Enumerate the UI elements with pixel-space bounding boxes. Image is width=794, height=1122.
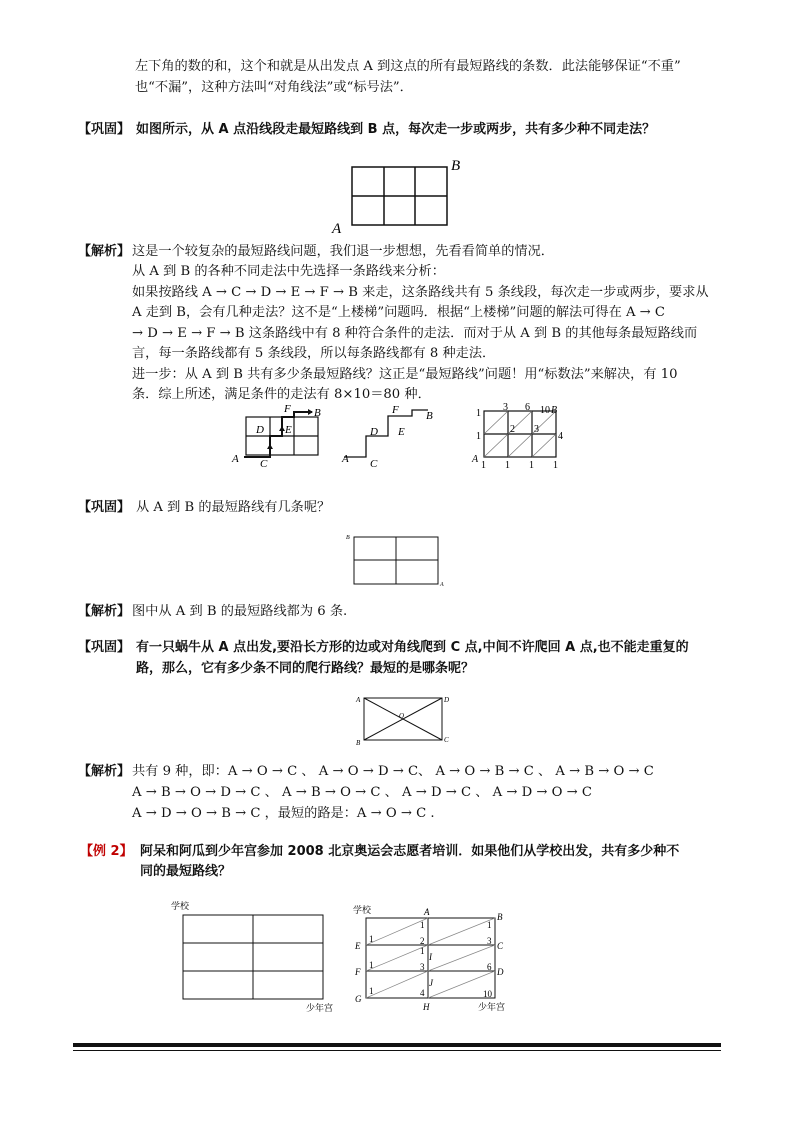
ex2-point-g: G xyxy=(355,994,362,1004)
intro-line-1: 左下角的数的和，这个和就是从出发点 A 到这点的所有最短路线的条数．此法能够保证“不重” xyxy=(135,59,681,74)
a1-fig1-e: E xyxy=(285,424,292,436)
ex2-num-r2c: 1 xyxy=(369,960,374,970)
a1-path-figure xyxy=(232,402,332,472)
ex2-left-grid-figure xyxy=(168,898,338,1013)
footer-rule-thin xyxy=(73,1050,721,1051)
q3-tag: 【巩固】 xyxy=(78,640,131,655)
a1-line-8: 条．综上所述，满足条件的走法有 8×10＝80 种． xyxy=(132,387,431,402)
a1-line-5: → D → E → F → B 这条路线中有 8 种符合条件的走法．而对于从 A 到 B 的其他每条最短路线而 xyxy=(132,326,698,341)
a1-fig3-bot-1d: 1 xyxy=(553,460,558,471)
q3-label-a: A xyxy=(356,696,361,704)
q3-label-c: C xyxy=(444,736,449,744)
a1-fig2-c: C xyxy=(370,458,378,470)
ex2-num-r2a: 2 xyxy=(420,936,425,946)
a3-line-2: A → B → O → D → C 、 A → B → O → C 、 A → D → C 、 A → D → O → C xyxy=(132,785,592,800)
a1-fig1-d: D xyxy=(256,424,264,436)
a1-line-1: 这是一个较复杂的最短路线问题，我们退一步想想，先看看简单的情况． xyxy=(132,244,554,259)
a3-line-1: 共有 9 种，即：A → O → C 、 A → O → D → C、 A → O → B → C 、 A → B → O → C xyxy=(132,764,654,779)
a3-line-3: A → D → O → B → C ，最短的路是：A → O → C . xyxy=(132,806,435,821)
a1-fig3-top-1: 1 xyxy=(476,408,481,419)
a1-fig3-top-3: 3 xyxy=(503,402,508,413)
ex2-num-r4c: 1 xyxy=(420,946,425,956)
ex2-left-palace: 少年宫 xyxy=(306,1003,334,1013)
ex2-point-e: E xyxy=(355,941,361,951)
ex2-right-palace: 少年宫 xyxy=(478,1002,506,1012)
footer-rule-thick xyxy=(73,1043,721,1047)
ex2-right-school: 学校 xyxy=(353,905,372,915)
a1-fig2-a: A xyxy=(342,453,349,465)
ex2-point-a: A xyxy=(424,907,430,917)
ex2-num-r4a: 4 xyxy=(420,988,425,998)
a1-fig3-mid-1: 1 xyxy=(476,431,481,442)
a1-fig1-a: A xyxy=(232,453,239,465)
a1-fig3-bot-1c: 1 xyxy=(529,460,534,471)
a1-fig3-top-b: B xyxy=(551,405,558,416)
q3-rectangle-figure xyxy=(352,694,452,754)
ex2-point-j: J xyxy=(429,978,433,988)
ex2-point-h: H xyxy=(423,1002,430,1012)
ex2-point-d: D xyxy=(497,967,504,977)
a1-fig1-b: B xyxy=(314,407,321,419)
ex2-num-r1c: 1 xyxy=(487,920,492,930)
ex2-num-r2b: 3 xyxy=(487,936,492,946)
ex2-num-r3a: 3 xyxy=(420,962,425,972)
a1-labeled-grid-figure xyxy=(470,402,570,472)
ex2-line-1: 阿呆和阿瓜到少年宫参加 2008 北京奥运会志愿者培训．如果他们从学校出发，共有多少种不 xyxy=(140,844,680,859)
q2-grid-figure xyxy=(346,533,446,593)
ex2-point-b: B xyxy=(497,912,503,922)
ex2-num-r1b: 1 xyxy=(369,934,374,944)
ex2-left-school: 学校 xyxy=(171,901,190,911)
q3-label-o: O xyxy=(399,712,405,720)
q2-label-b: B xyxy=(346,535,350,541)
a1-staircase-figure xyxy=(342,402,442,472)
a2-tag: 【解析】 xyxy=(78,604,131,619)
q1-tag: 【巩固】 xyxy=(78,122,131,137)
q1-label-a: A xyxy=(332,221,342,237)
a1-fig3-mid-4: 4 xyxy=(558,431,563,442)
q2-tag: 【巩固】 xyxy=(78,500,131,515)
ex2-line-2: 同的最短路线？ xyxy=(140,864,232,879)
ex2-num-r3c: 1 xyxy=(369,986,374,996)
q3-label-d: D xyxy=(444,696,450,704)
a1-fig2-e: E xyxy=(398,426,405,438)
a1-fig3-mid-2: 2 xyxy=(510,424,515,435)
intro-line-2: 也“不漏”，这种方法叫“对角线法”或“标号法”． xyxy=(135,80,413,95)
a1-tag: 【解析】 xyxy=(78,244,131,259)
a1-line-2: 从 A 到 B 的各种不同走法中先选择一条路线来分析： xyxy=(132,264,445,279)
a1-line-6: 言，每一条路线都有 5 条线段，所以每条路线都有 8 种走法． xyxy=(132,346,496,361)
q3-line-1: 有一只蜗牛从 A 点出发,要沿长方形的边或对角线爬到 C 点,中间不许爬回 A 点,也不能走重复的 xyxy=(136,640,689,655)
q1-label-b: B xyxy=(451,158,461,174)
a1-line-4: A 走到 B，会有几种走法？这不是“上楼梯”问题吗．根据“上楼梯”问题的解法可得在 A → C xyxy=(132,305,665,320)
q3-label-b: B xyxy=(356,739,361,747)
ex2-point-f: F xyxy=(355,967,361,977)
a1-line-7: 进一步：从 A 到 B 共有多少条最短路线？这正是“最短路线”问题！用“标数法”来解决，有 10 xyxy=(132,367,678,382)
a1-fig3-top-10: 10 xyxy=(540,405,550,416)
a1-fig3-bot-1a: 1 xyxy=(481,460,486,471)
a1-fig1-f: F xyxy=(284,403,291,415)
a1-fig2-f: F xyxy=(392,404,399,416)
a1-fig2-b: B xyxy=(426,410,433,422)
q2-text: 从 A 到 B 的最短路线有几条呢？ xyxy=(136,500,331,515)
q1-text: 如图所示，从 A 点沿线段走最短路线到 B 点，每次走一步或两步，共有多少种不同走法？ xyxy=(136,122,656,137)
ex2-num-r4b: 10 xyxy=(483,989,492,999)
a1-line-3: 如果按路线 A → C → D → E → F → B 来走，这条路线共有 5 条线段，每次走一步或两步，要求从 xyxy=(132,285,709,300)
ex2-tag: 【例 2】 xyxy=(80,844,133,859)
q1-grid-figure xyxy=(332,155,465,237)
ex2-point-i: I xyxy=(429,952,432,962)
q3-line-2: 路，那么，它有多少条不同的爬行路线？最短的是哪条呢？ xyxy=(136,661,475,676)
ex2-num-r3b: 6 xyxy=(487,962,492,972)
ex2-num-r1a: 1 xyxy=(420,920,425,930)
ex2-point-c: C xyxy=(497,941,504,951)
ex2-right-grid-figure xyxy=(350,898,520,1013)
a1-fig2-d: D xyxy=(370,426,378,438)
a3-tag: 【解析】 xyxy=(78,764,131,779)
q2-label-a: A xyxy=(440,582,444,588)
a1-fig3-mid-3: 3 xyxy=(534,424,539,435)
a1-fig1-c: C xyxy=(260,458,268,470)
a1-fig3-bot-a: A xyxy=(472,454,479,465)
a1-fig3-bot-1b: 1 xyxy=(505,460,510,471)
a2-text: 图中从 A 到 B 的最短路线都为 6 条. xyxy=(132,604,348,619)
a1-fig3-top-6: 6 xyxy=(525,402,530,413)
